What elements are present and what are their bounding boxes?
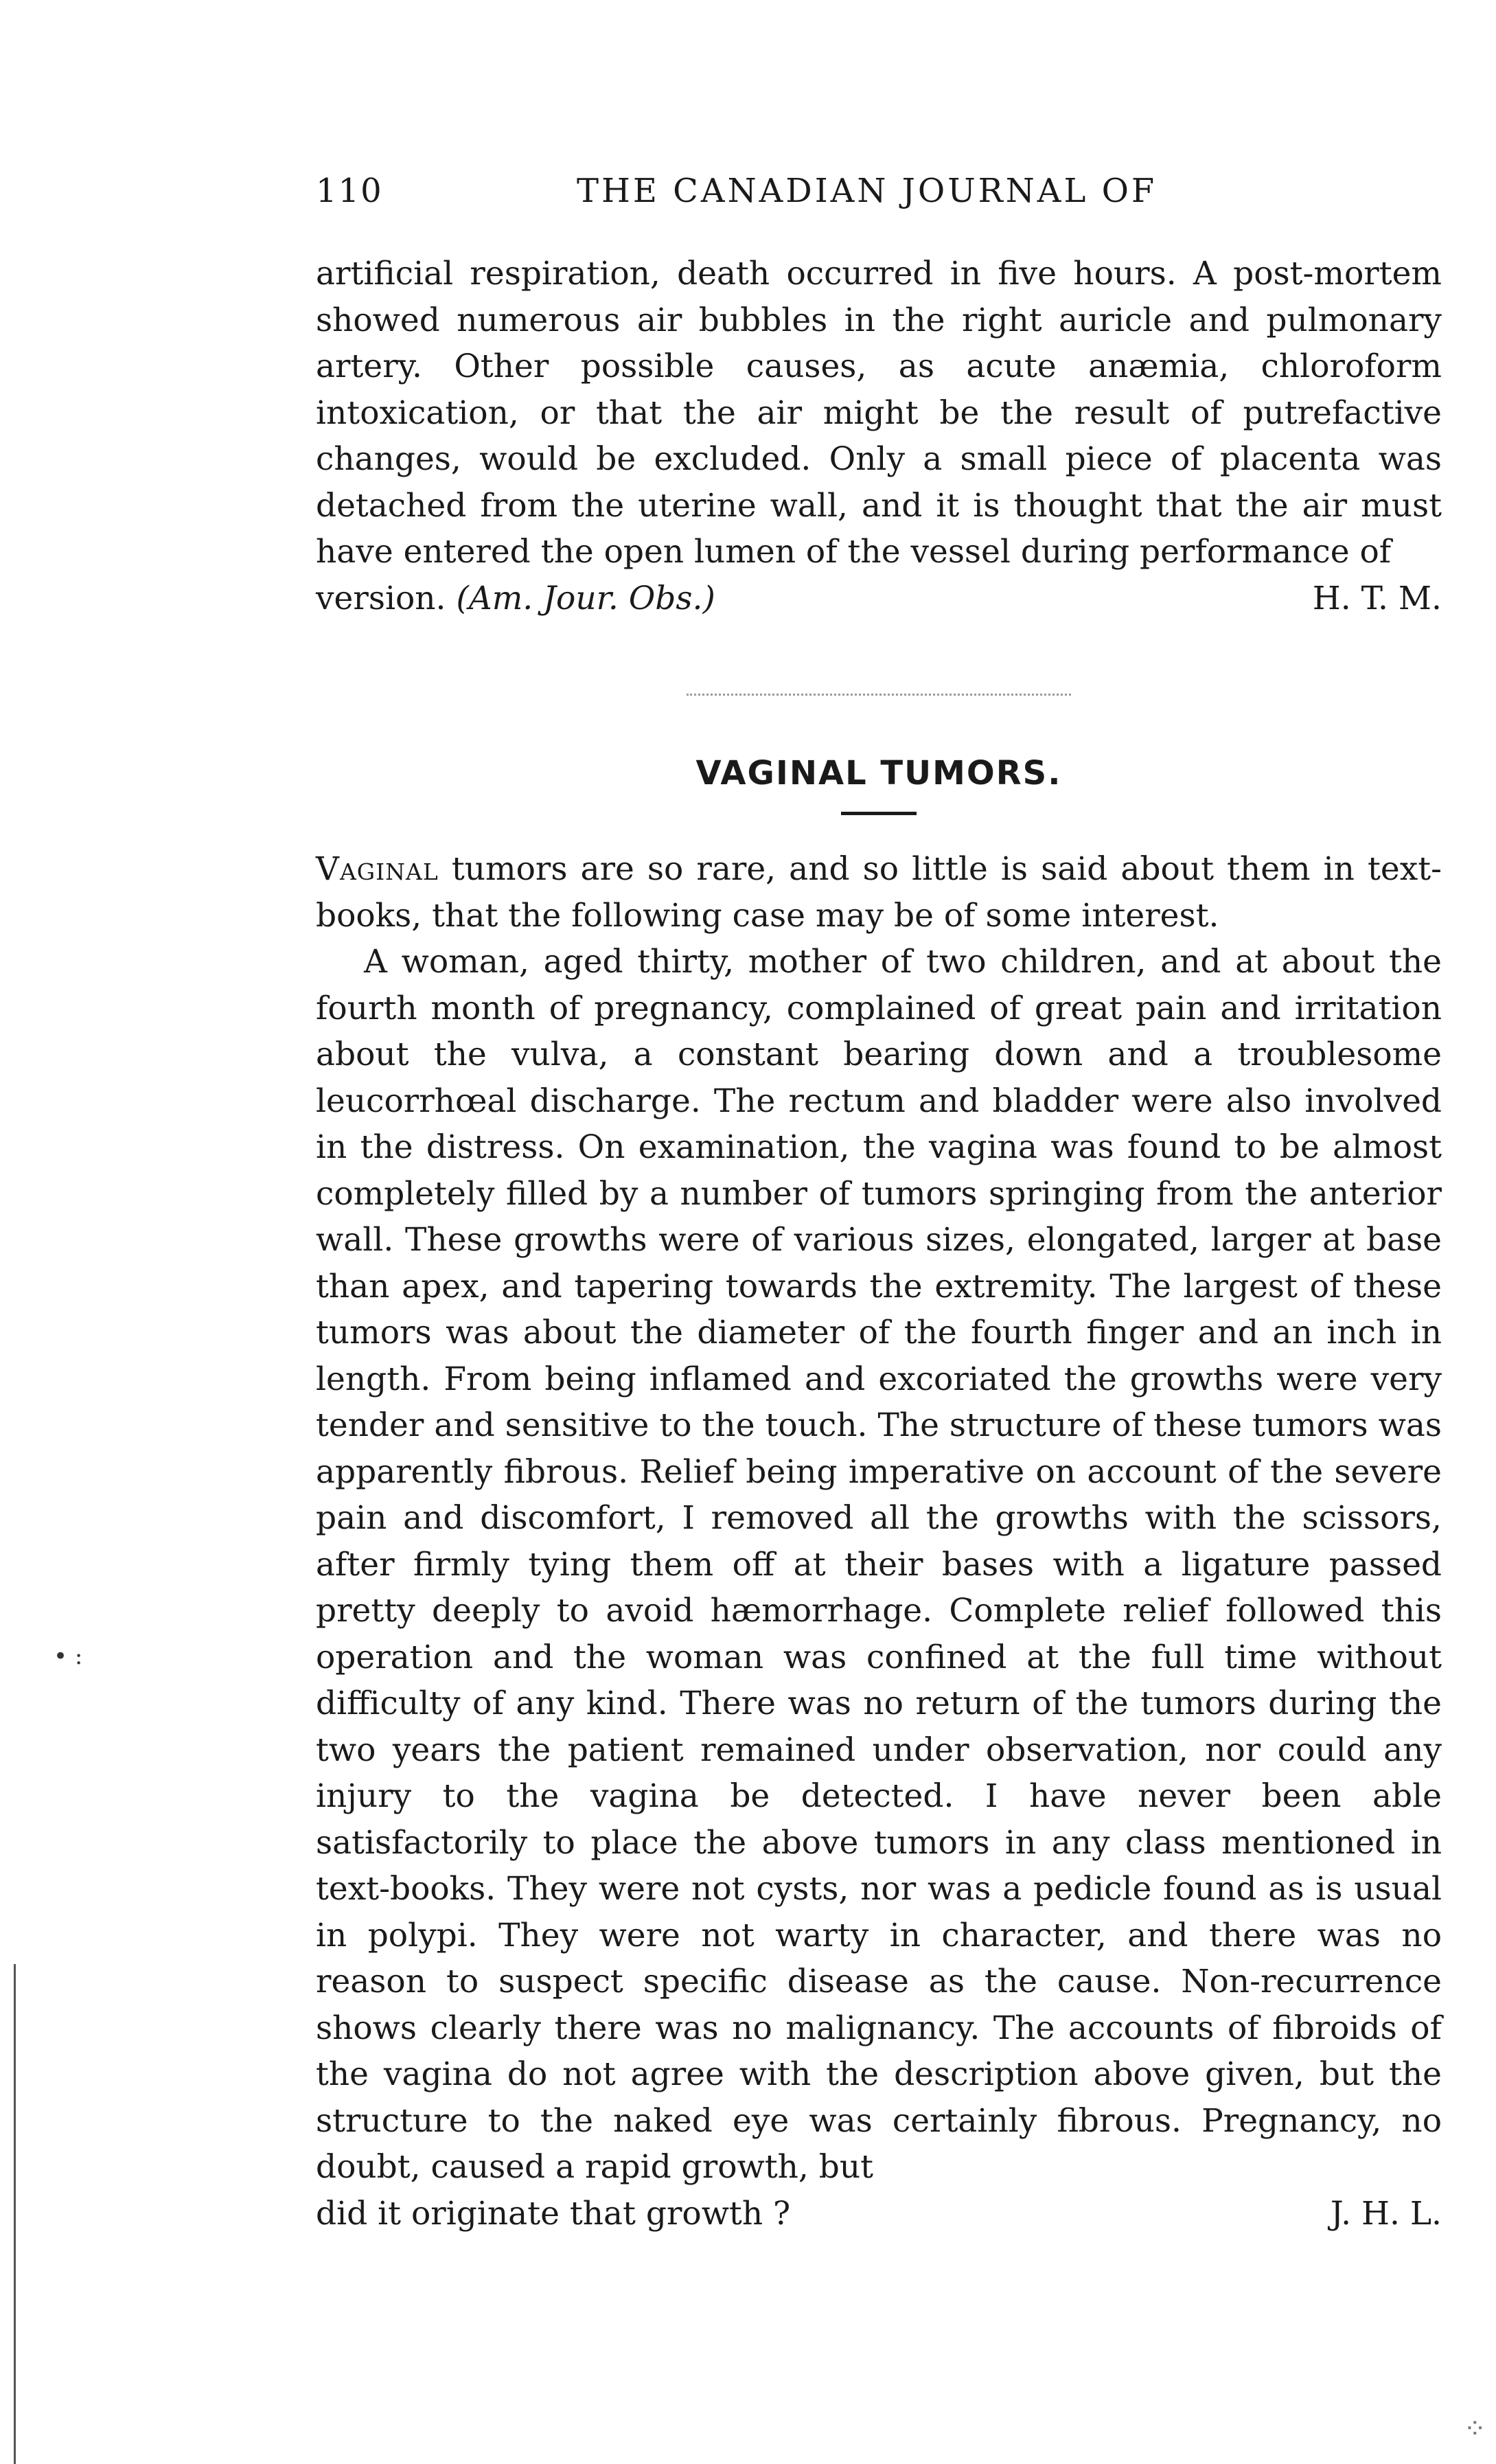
citation: (Am. Jour. Obs.) bbox=[456, 579, 715, 617]
intro-paragraph bbox=[316, 846, 1442, 939]
running-head bbox=[316, 165, 1442, 220]
lead-word: Vaginal bbox=[316, 850, 439, 888]
author-signature: J. H. L. bbox=[1330, 2194, 1442, 2233]
closing-question: did it originate that growth ? bbox=[316, 2194, 791, 2233]
article-title: VAGINAL TUMORS. bbox=[695, 754, 1062, 792]
journal-page bbox=[316, 165, 1442, 2237]
article-vaginal-tumors bbox=[316, 754, 1442, 2237]
margin-speck-mark: • : bbox=[54, 1643, 83, 1670]
author-signature: H. T. M. bbox=[1312, 579, 1442, 617]
journal-title: THE CANADIAN JOURNAL OF bbox=[577, 172, 1158, 210]
section-separator bbox=[687, 694, 1071, 696]
corner-speck-mark: ⁘ bbox=[1463, 2413, 1486, 2445]
binding-edge-line bbox=[14, 1964, 16, 2464]
closing-text: version. bbox=[316, 579, 446, 617]
article-closing-line bbox=[316, 2191, 1442, 2237]
continued-paragraph: artificial respiration, death occurred in five hours. A post-mortem showed numerous air bubbles in the right auricle and pulmonary artery. Other possible causes, as acute anæmia, chloroform intoxication, or that the air might be the result of putrefactive changes, would be excluded. Only a small piece of placenta was detached from the uterine wall, and it is thought that the air must have entered the open lumen of the vessel during performance of bbox=[316, 255, 1442, 571]
page-number: 110 bbox=[316, 172, 383, 210]
continued-article-closing-line bbox=[316, 575, 1442, 622]
body-paragraph: A woman, aged thirty, mother of two children, and at about the fourth month of pregnancy, complained of great pain and irritation about the vulva, a constant bearing down and a troublesome leucorrhœal discharge. The rectum and bladder were also involved in the distress. On examination, the vagina was found to be almost completely filled by a number of tumors springing from the anterior wall. These growths were of various sizes, elongated, larger at base than apex, and tapering towards the extremity. The largest of these tumors was about the diameter of the fourth finger and an inch in length. From being inflamed and excoriated the growths were very tender and sensitive to the touch. The structure of these tumors was apparently fibrous. Relief being imperative on account of the severe pain and discomfort, I removed all the growths with the scissors, after firmly tying them off at their bases with a ligature passed pretty deeply to avoid hæmorrhage. Complete relief followed this operation and the woman was confined at the full time without difficulty of any kind. There was no return of the tumors during the two years the patient remained under observation, nor could any injury to the vagina be detected. I have never been able satisfactorily to place the above tumors in any class mentioned in text-books. They were not cysts, nor was a pedicle found as is usual in polypi. They were not warty in character, and there was no reason to suspect specific disease as the cause. Non-recurrence shows clearly there was no malignancy. The accounts of fibroids of the vagina do not agree with the description above given, but the structure to the naked eye was certainly fibrous. Pregnancy, no doubt, caused a rapid growth, but bbox=[316, 943, 1442, 2186]
intro-text: tumors are so rare, and so little is said about them in text-books, that the following case may be of some interest. bbox=[316, 850, 1442, 935]
title-rule bbox=[841, 812, 917, 815]
continued-article bbox=[316, 251, 1442, 621]
